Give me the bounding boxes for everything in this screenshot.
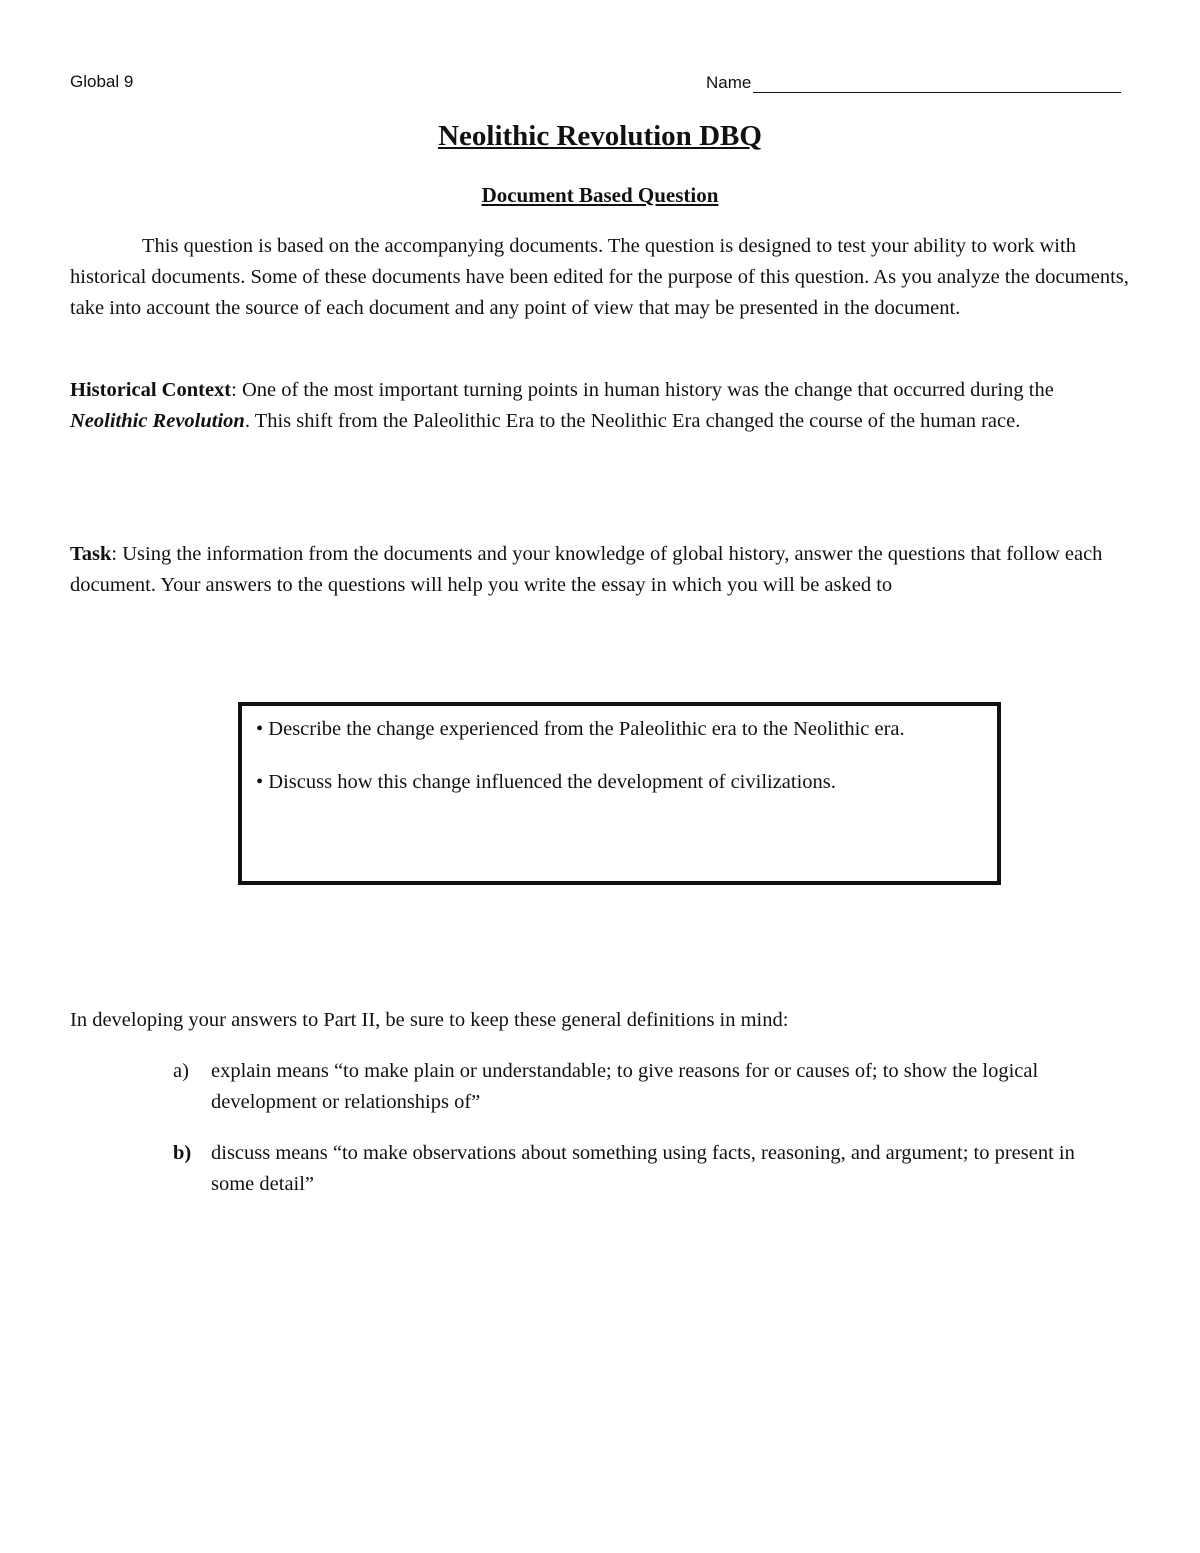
task-bullet: • Discuss how this change influenced the development of civilizations.: [256, 771, 836, 793]
definition-marker: b): [173, 1142, 192, 1164]
intro-paragraph: This question is based on the accompanying documents. The question is designed to test your ability to work with historical documents. Some of these documents have been edited for the purpose of this question. As you analyze the documents, take into account the source of each document and any point of view that may be presented in the document.: [70, 235, 1129, 319]
task-text: : Using the information from the documents and your knowledge of global history, answer the questions that follow each document. Your answers to the questions will help you write the essay in which you will be asked to: [70, 543, 1103, 596]
course-label: Global 9: [70, 72, 134, 91]
name-blank-line: [753, 72, 1121, 93]
historical-context-label: Historical Context: [70, 379, 232, 401]
historical-context-text-before: : One of the most important turning points in human history was the change that occurred during the: [231, 379, 1054, 401]
task-paragraph: [70, 539, 1132, 601]
name-label: Name: [706, 73, 752, 92]
page-subtitle: Document Based Question: [481, 183, 719, 207]
historical-context-paragraph: [70, 375, 1132, 437]
task-bullet: • Describe the change experienced from the Paleolithic era to the Neolithic era.: [256, 718, 905, 740]
task-box: [238, 702, 1001, 885]
definition-text: discuss means “to make observations about something using facts, reasoning, and argument; to present in some detail”: [211, 1142, 1075, 1195]
definition-marker: a): [173, 1060, 189, 1082]
page-title: Neolithic Revolution DBQ: [438, 120, 762, 152]
definition-text: explain means “to make plain or understandable; to give reasons for or causes of; to show the logical development or relationships of”: [211, 1060, 1039, 1113]
neolithic-revolution-emphasis: Neolithic Revolution: [70, 410, 245, 432]
task-label: Task: [70, 543, 112, 565]
definition-item-discuss: [173, 1138, 1123, 1200]
name-field: [706, 72, 1121, 93]
historical-context-text-after: . This shift from the Paleolithic Era to the Neolithic Era changed the course of the human race.: [244, 410, 1021, 432]
definition-item-explain: [173, 1056, 1123, 1118]
definitions-intro: In developing your answers to Part II, be sure to keep these general definitions in mind:: [70, 1009, 789, 1031]
